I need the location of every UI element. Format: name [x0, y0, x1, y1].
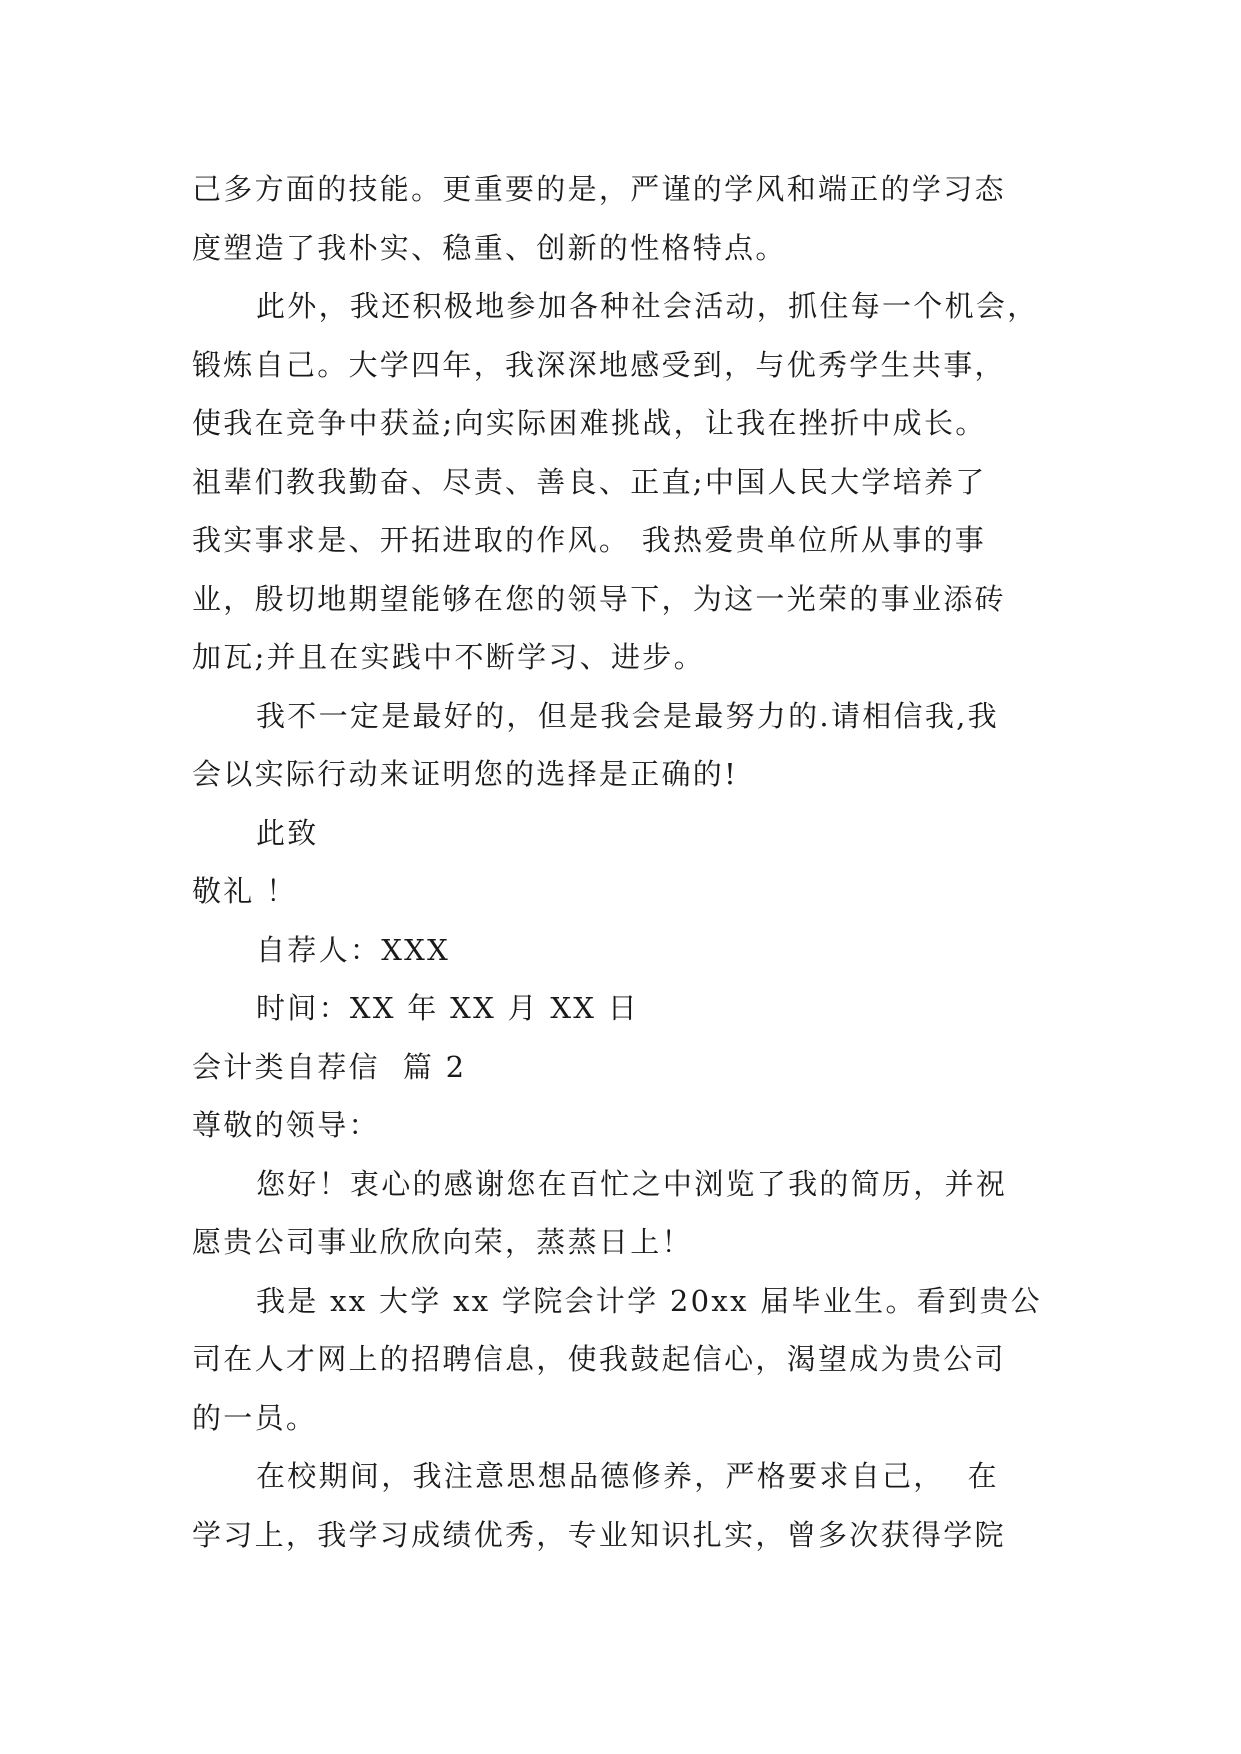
closing-regards: 敬礼 ！	[192, 874, 298, 908]
closing-salutation: 此致	[256, 815, 319, 850]
text-line: 祖辈们教我勤奋、尽责、善良、正直;中国人民大学培养了	[192, 464, 987, 499]
text-line: 度塑造了我朴实、稳重、创新的性格特点。	[192, 230, 787, 265]
signature-line: 自荐人：XXX	[256, 932, 451, 967]
text-line: 您好！衷心的感谢您在百忙之中浏览了我的简历，并祝	[256, 1166, 1008, 1201]
letter-body	[192, 160, 1052, 1564]
greeting: 尊敬的领导：	[192, 1108, 380, 1142]
text-line: 业，殷切地期望能够在您的领导下，为这一光荣的事业添砖	[192, 581, 1006, 616]
text-line: 此外，我还积极地参加各种社会活动，抓住每一个机会，	[256, 289, 1039, 323]
text-line: 我是 xx 大学 xx 学院会计学 20xx 届毕业生。看到贵公	[256, 1283, 1042, 1318]
text-line: 我实事求是、开拓进取的作风。 我热爱贵单位所从事的事	[192, 523, 987, 557]
text-line: 使我在竞争中获益;向实际困难挑战，让我在挫折中成长。	[192, 406, 987, 440]
text-line: 愿贵公司事业欣欣向荣，蒸蒸日上！	[192, 1225, 693, 1259]
section-title: 会计类自荐信 篇 2	[192, 1049, 467, 1084]
text-line: 会以实际行动来证明您的选择是正确的!	[192, 757, 739, 791]
text-line: 学习上，我学习成绩优秀，专业知识扎实，曾多次获得学院	[192, 1517, 1006, 1552]
date-line: 时间：XX 年 XX 月 XX 日	[256, 991, 640, 1025]
text-line: 我不一定是最好的，但是我会是最努力的.请相信我,我	[256, 698, 999, 733]
text-line: 的一员。	[192, 1400, 318, 1435]
text-line: 司在人才网上的招聘信息，使我鼓起信心，渴望成为贵公司	[192, 1342, 1006, 1376]
text-line: 己多方面的技能。更重要的是，严谨的学风和端正的学习态	[192, 172, 1006, 206]
text-line: 加瓦;并且在实践中不断学习、进步。	[192, 640, 705, 674]
text-line: 在校期间，我注意思想品德修养，严格要求自己， 在	[256, 1459, 999, 1493]
text-line: 锻炼自己。大学四年，我深深地感受到，与优秀学生共事，	[192, 347, 1006, 382]
